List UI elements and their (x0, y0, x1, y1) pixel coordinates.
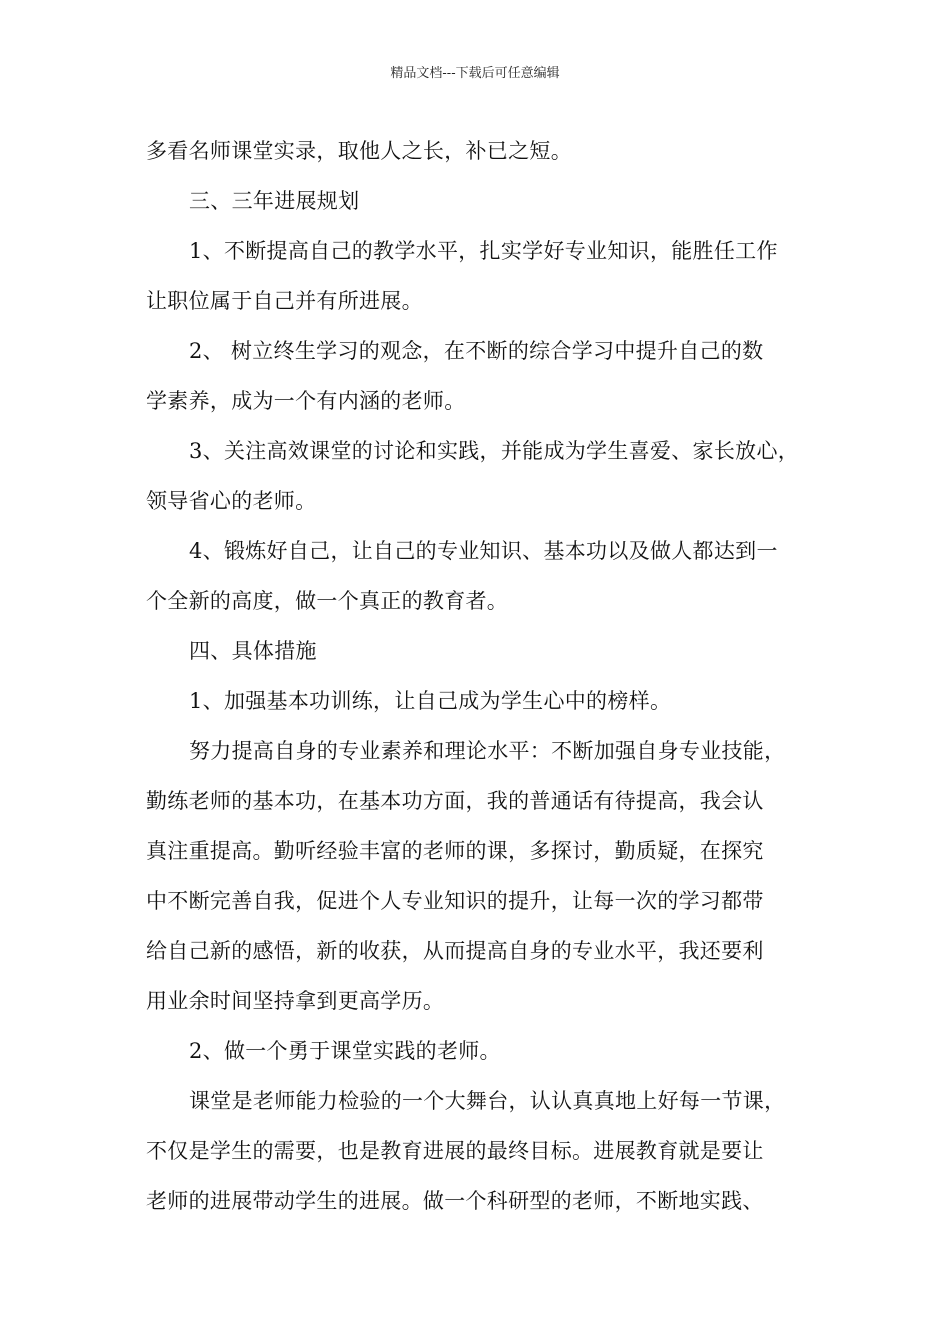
text-line: 2、做一个勇于课堂实践的老师。 (189, 1039, 501, 1063)
document-body (146, 126, 826, 1226)
page-header: 精品文档---下载后可任意编辑 (390, 66, 560, 81)
text-line: 1、不断提高自己的教学水平，扎实学好专业知识，能胜任工作 (189, 239, 778, 263)
text-line: 4、锻炼好自己，让自己的专业知识、基本功以及做人都达到一 (189, 539, 778, 563)
section-heading: 四、具体措施 (189, 639, 317, 663)
text-line: 3、关注高效课堂的讨论和实践，并能成为学生喜爱、家长放心， (189, 439, 800, 463)
text-line: 勤练老师的基本功，在基本功方面，我的普通话有待提高，我会认 (146, 789, 764, 813)
text-line: 老师的进展带动学生的进展。做一个科研型的老师，不断地实践、 (146, 1189, 764, 1213)
section-heading: 三、三年进展规划 (189, 189, 360, 213)
text-line: 学素养，成为一个有内涵的老师。 (146, 389, 466, 413)
text-line: 1、加强基本功训练，让自己成为学生心中的榜样。 (189, 689, 672, 713)
text-line: 领导省心的老师。 (146, 489, 317, 513)
text-line: 给自己新的感悟，新的收获，从而提高自身的专业水平，我还要利 (146, 939, 764, 963)
text-line: 努力提高自身的专业素养和理论水平：不断加强自身专业技能， (189, 739, 786, 763)
text-line: 中不断完善自我，促进个人专业知识的提升，让每一次的学习都带 (146, 889, 764, 913)
text-line: 课堂是老师能力检验的一个大舞台，认认真真地上好每一节课， (189, 1089, 786, 1113)
text-line: 2、 树立终生学习的观念，在不断的综合学习中提升自己的数 (189, 339, 764, 363)
text-line: 不仅是学生的需要，也是教育进展的最终目标。进展教育就是要让 (146, 1139, 764, 1163)
text-line: 个全新的高度，做一个真正的教育者。 (146, 589, 509, 613)
text-line: 多看名师课堂实录，取他人之长，补已之短。 (146, 139, 572, 163)
text-line: 用业余时间坚持拿到更高学历。 (146, 989, 445, 1013)
text-line: 让职位属于自己并有所进展。 (146, 289, 423, 313)
text-line: 真注重提高。勤听经验丰富的老师的课，多探讨，勤质疑，在探究 (146, 839, 764, 863)
